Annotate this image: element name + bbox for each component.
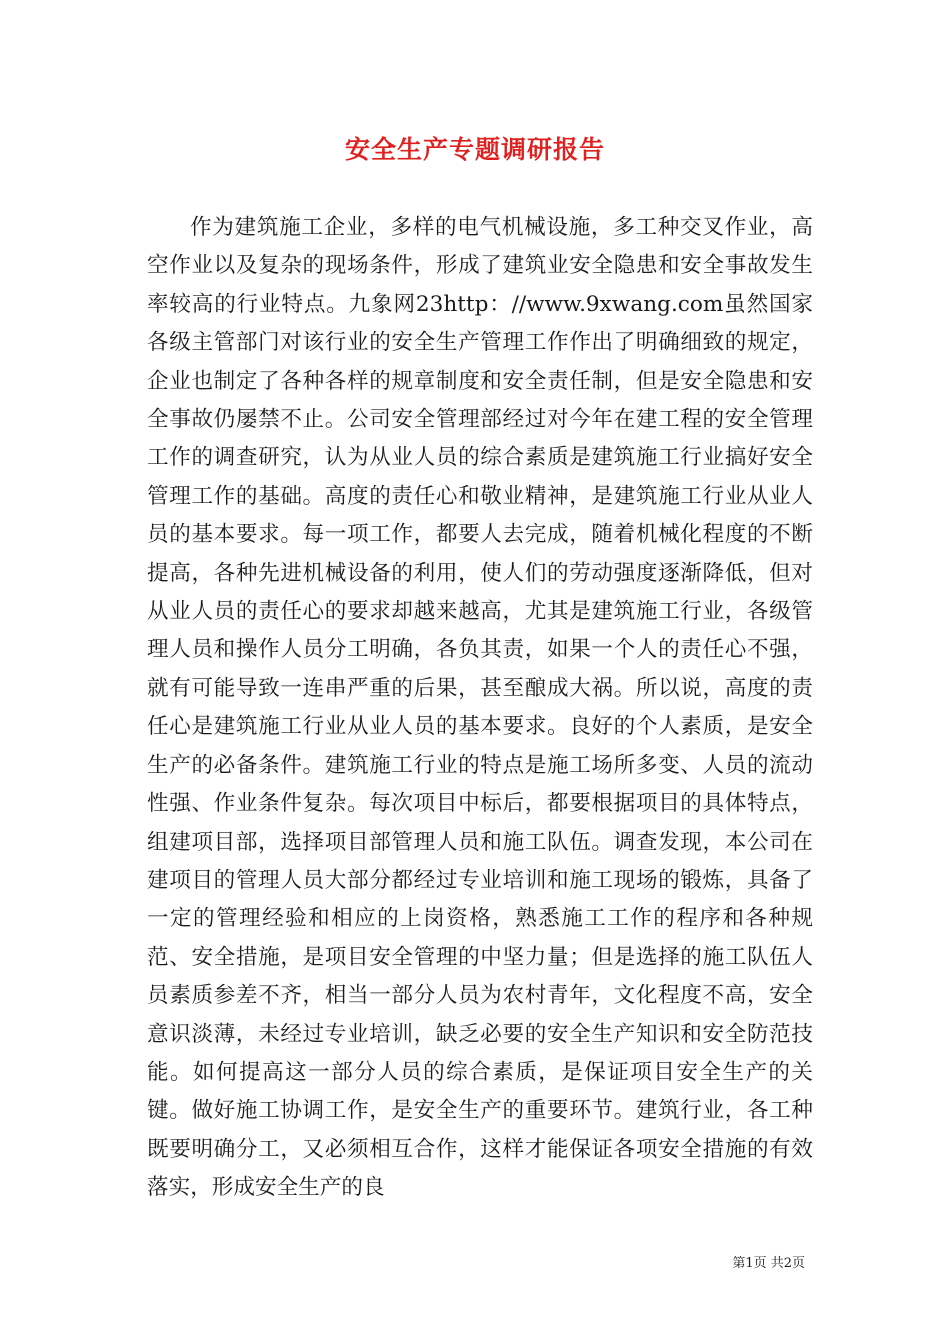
body-paragraph: 作为建筑施工企业，多样的电气机械设施，多工种交叉作业，高空作业以及复杂的现场条件，形成了建筑业安全隐患和安全事故发生率较高的行业特点。九象网23http：//www.9xwang.com虽然国家各级主管部门对该行业的安全生产管理工作作出了明确细致的规定，企业也制定了各种各样的规章制度和安全责任制，但是安全隐患和安全事故仍屡禁不止。公司安全管理部经过对今年在建工程的安全管理工作的调查研究，认为从业人员的综合素质是建筑施工行业搞好安全管理工作的基础。高度的责任心和敬业精神，是建筑施工行业从业人员的基本要求。每一项工作，都要人去完成，随着机械化程度的不断提高，各种先进机械设备的利用，使人们的劳动强度逐渐降低，但对从业人员的责任心的要求却越来越高，尤其是建筑施工行业，各级管理人员和操作人员分工明确，各负其责，如果一个人的责任心不强，就有可能导致一连串严重的后果，甚至酿成大祸。所以说，高度的责任心是建筑施工行业从业人员的基本要求。良好的个人素质，是安全生产的必备条件。建筑施工行业的特点是施工场所多变、人员的流动性强、作业条件复杂。每次项目中标后，都要根据项目的具体特点，组建项目部，选择项目部管理人员和施工队伍。调查发现，本公司在建项目的管理人员大部分都经过专业培训和施工现场的锻炼，具备了一定的管理经验和相应的上岗资格，熟悉施工工作的程序和各种规范、安全措施，是项目安全管理的中坚力量；但是选择的施工队伍人员素质参差不齐，相当一部分人员为农村青年，文化程度不高，安全意识淡薄，未经过专业培训，缺乏必要的安全生产知识和安全防范技能。如何提高这一部分人员的综合素质，是保证项目安全生产的关键。做好施工协调工作，是安全生产的重要环节。建筑行业，各工种既要明确分工，又必须相互合作，这样才能保证各项安全措施的有效落实，形成安全生产的良 bbox=[147, 215, 813, 1201]
document-title: 安全生产专题调研报告 bbox=[344, 135, 605, 164]
page-number: 第1页 共2页 bbox=[732, 1256, 805, 1271]
